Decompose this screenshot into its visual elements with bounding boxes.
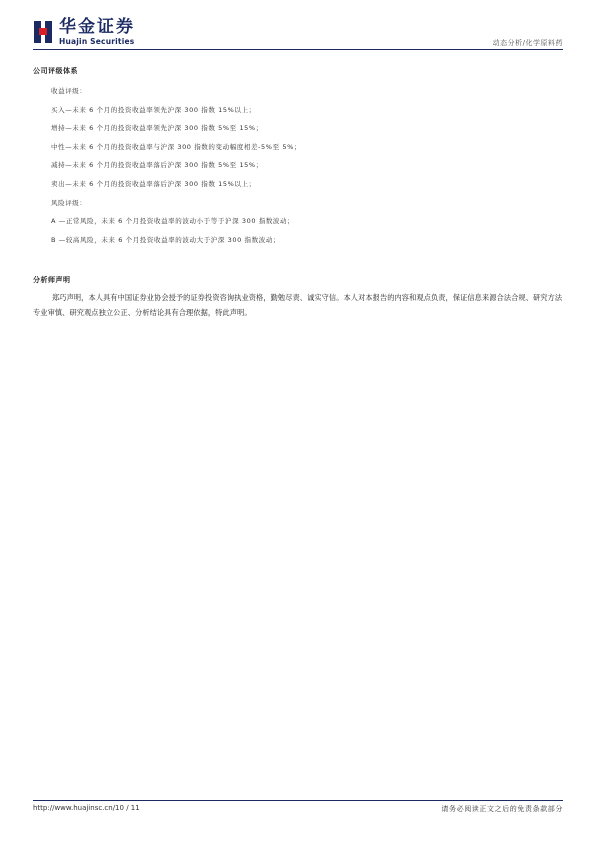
footer-url-page: http://www.huajinsc.cn/10 / 11 bbox=[33, 804, 140, 812]
list-item: B —较高风险，未来 6 个月投资收益率的波动大于沪深 300 指数波动； bbox=[51, 235, 281, 244]
list-item: 增持—未来 6 个月的投资收益率领先沪深 300 指数 5%至 15%； bbox=[51, 124, 263, 133]
rating-list bbox=[33, 82, 563, 249]
list-item: 减持—未来 6 个月的投资收益率落后沪深 300 指数 5%至 15%； bbox=[51, 161, 263, 170]
company-logo bbox=[33, 18, 135, 46]
list-item: 风险评级： bbox=[51, 198, 87, 207]
page-content bbox=[33, 66, 563, 320]
footer-disclaimer: 请务必阅读正文之后的免责条款部分 bbox=[441, 805, 563, 813]
report-category: 动态分析/化学原料药 bbox=[492, 39, 563, 47]
analyst-statement-text: 郑巧声明，本人具有中国证券业协会授予的证券投资咨询执业资格，勤勉尽责、诚实守信。本人对本报告的内容和观点负责，保证信息来源合法合规、研究方法专业审慎、研究观点独立公正、分析结论具有合理依据，特此声明。 bbox=[33, 293, 563, 318]
header-divider bbox=[33, 49, 563, 50]
list-item: 中性—未来 6 个月的投资收益率与沪深 300 指数的变动幅度相差-5%至 5%； bbox=[51, 142, 301, 151]
footer-divider bbox=[33, 800, 563, 801]
logo-chinese-name: 华金证券 bbox=[59, 16, 135, 37]
rating-system-title: 公司评级体系 bbox=[33, 67, 78, 75]
list-item: 收益评级： bbox=[51, 87, 87, 95]
list-item: 卖出—未来 6 个月的投资收益率落后沪深 300 指数 15%以上； bbox=[51, 179, 256, 188]
huajin-logo-icon bbox=[33, 20, 53, 44]
list-item: A —正常风险，未来 6 个月投资收益率的波动小于等于沪深 300 指数波动； bbox=[51, 217, 295, 226]
analyst-statement-title: 分析师声明 bbox=[33, 276, 71, 285]
page-header bbox=[33, 18, 563, 48]
logo-english-name: Huajin Securities bbox=[59, 36, 135, 46]
list-item: 买入—未来 6 个月的投资收益率领先沪深 300 指数 15%以上； bbox=[51, 105, 256, 114]
